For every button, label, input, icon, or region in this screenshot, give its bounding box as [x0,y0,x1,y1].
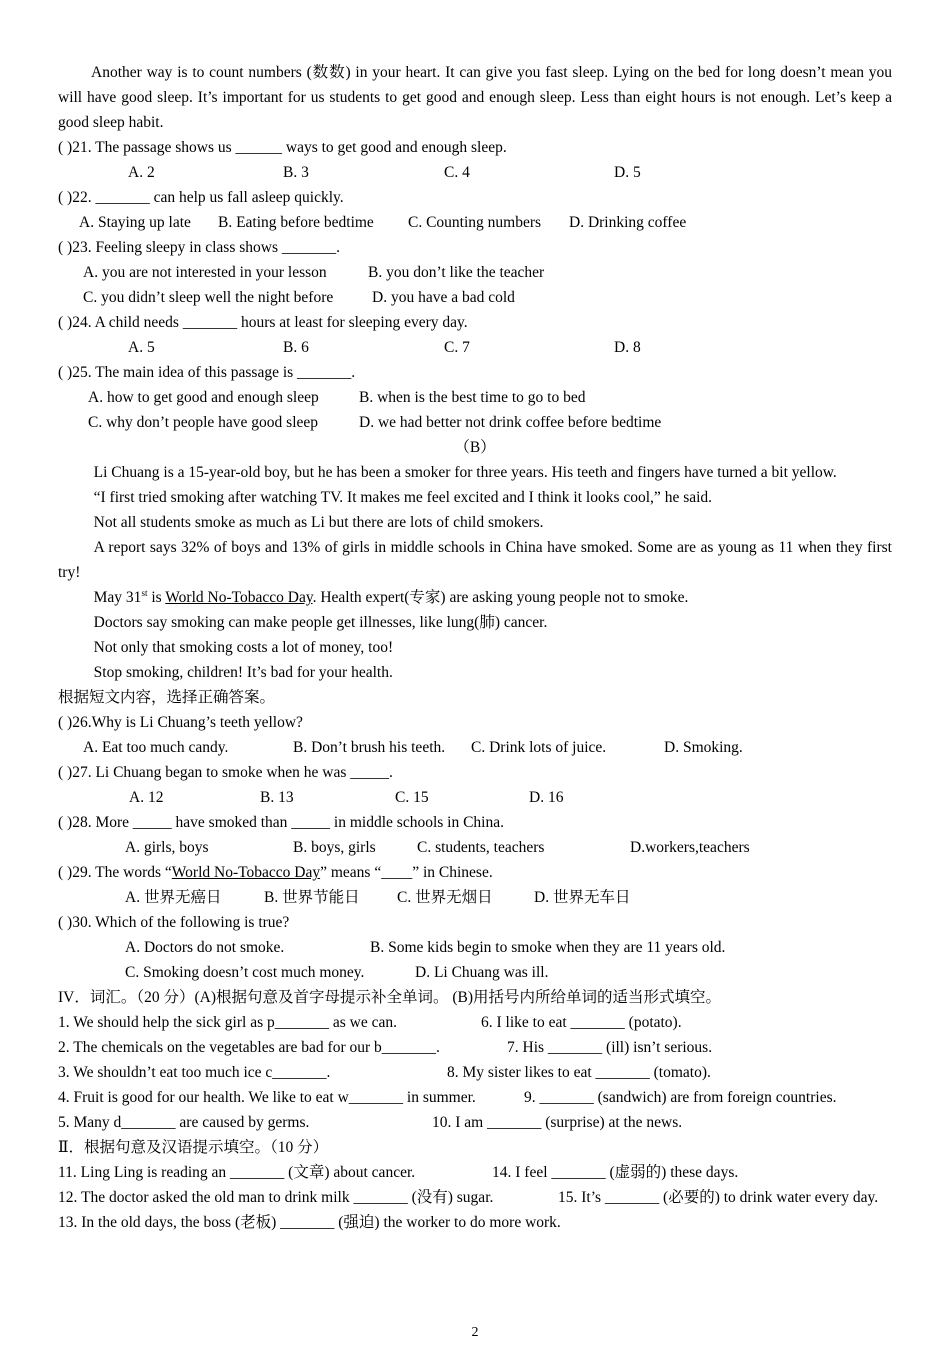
fill-item-12: 12. The doctor asked the old man to drink milk _______ (没有) sugar. [58,1189,494,1206]
question-26-options [58,735,892,760]
passage-b-paragraph-3: Not all students smoke as much as Li but there are lots of child smokers. [93,514,544,531]
option-d: D. 16 [529,789,564,806]
option-d: D. you have a bad cold [372,289,515,306]
vocab-row-2 [58,1035,892,1060]
vocab-item-4: 4. Fruit is good for our health. We like to eat w_______ in summer. [58,1089,476,1106]
question-30-options-row1 [58,935,892,960]
fill-section-header: Ⅱ．根据句意及汉语提示填空。（10 分） [58,1139,329,1156]
question-21: ( )21. The passage shows us ______ ways to get good and enough sleep. [58,139,507,156]
vocab-item-8: 8. My sister likes to eat _______ (tomato). [447,1064,711,1081]
fill-item-11: 11. Ling Ling is reading an _______ (文章) about cancer. [58,1164,416,1181]
question-25: ( )25. The main idea of this passage is _______. [58,364,356,381]
question-25-options-row1 [58,385,892,410]
fill-item-14: 14. I feel _______ (虚弱的) these days. [492,1164,739,1181]
option-c: C. 世界无烟日 [397,889,493,906]
passage-a-paragraph: Another way is to count numbers (数数) in your heart. It can give you fast sleep. Lying on the bed for long doesn’t mean you will have good sleep. It’s important for us students to get good and enough sleep. Less than eight hours is not enough. Let’s keep a good sleep habit. [58,64,892,131]
passage-b-instruction: 根据短文内容，选择正确答案。 [58,689,276,706]
vocab-item-9: 9. _______ (sandwich) are from foreign countries. [524,1089,837,1106]
passage-b-paragraph-7: Not only that smoking costs a lot of money, too! [93,639,394,656]
option-b: B. when is the best time to go to bed [359,389,586,406]
vocab-item-5: 5. Many d_______ are caused by germs. [58,1114,310,1131]
option-a: A. Staying up late [79,214,191,231]
option-a: A. 12 [129,789,164,806]
fill-row-3 [58,1210,892,1235]
option-a: A. Doctors do not smoke. [125,939,285,956]
option-c: C. Smoking doesn’t cost much money. [125,964,365,981]
option-c: C. Drink lots of juice. [471,739,607,756]
fill-row-2 [58,1185,892,1210]
option-d: D. Smoking. [664,739,743,756]
option-b: B. Don’t brush his teeth. [293,739,446,756]
option-d: D.workers,teachers [630,839,750,856]
option-a: A. how to get good and enough sleep [88,389,319,406]
option-a: A. 世界无癌日 [125,889,222,906]
vocab-item-3: 3. We shouldn’t eat too much ice c_______. [58,1064,331,1081]
option-b: B. 6 [283,339,309,356]
option-b: B. Some kids begin to smoke when they are 11 years old. [370,939,726,956]
option-a: A. girls, boys [125,839,209,856]
fill-item-15: 15. It’s _______ (必要的) to drink water every day. [558,1189,879,1206]
vocab-row-4 [58,1085,892,1110]
option-d: D. Drinking coffee [569,214,687,231]
question-23-options-row1 [58,260,892,285]
vocab-row-1 [58,1010,892,1035]
option-d: D. 世界无车日 [534,889,631,906]
option-a: A. 2 [128,164,155,181]
question-25-options-row2 [58,410,892,435]
vocab-section-header: IV．词汇。（20 分）(A)根据句意及首字母提示补全单词。 (B)用括号内所给单词的适当形式填空。 [58,989,722,1006]
question-23-options-row2 [58,285,892,310]
option-c: C. 15 [395,789,429,806]
vocab-item-1: 1. We should help the sick girl as p_______ as we can. [58,1014,397,1031]
question-23: ( )23. Feeling sleepy in class shows _______. [58,239,340,256]
option-c: C. 7 [444,339,470,356]
option-b: B. boys, girls [293,839,376,856]
question-24-options [58,335,892,360]
world-no-tobacco-day-text: World No-Tobacco Day [171,864,321,881]
passage-b-paragraph-8: Stop smoking, children! It’s bad for your health. [93,664,393,681]
option-a: A. Eat too much candy. [83,739,229,756]
option-a: A. 5 [128,339,155,356]
question-27: ( )27. Li Chuang began to smoke when he was _____. [58,764,393,781]
question-30-options-row2 [58,960,892,985]
passage-b-paragraph-1: Li Chuang is a 15-year-old boy, but he has been a smoker for three years. His teeth and fingers have turned a bit yellow. [93,464,837,481]
question-26: ( )26.Why is Li Chuang’s teeth yellow? [58,714,303,731]
option-d: D. 5 [614,164,641,181]
exam-page [58,60,892,1235]
option-d: D. 8 [614,339,641,356]
option-c: C. you didn’t sleep well the night before [83,289,334,306]
question-28-options [58,835,892,860]
passage-b-paragraph-4: A report says 32% of boys and 13% of girls in middle schools in China have smoked. Some are as young as 11 when they first try! [58,539,892,581]
option-b: B. Eating before bedtime [218,214,374,231]
option-c: C. 4 [444,164,470,181]
fill-row-1 [58,1160,892,1185]
question-22-options [58,210,892,235]
vocab-item-6: 6. I like to eat _______ (potato). [481,1014,682,1031]
question-27-options [58,785,892,810]
question-29: ( )29. The words “World No-Tobacco Day” means “____” in Chinese. [58,864,493,881]
option-b: B. you don’t like the teacher [368,264,545,281]
option-c: C. Counting numbers [408,214,542,231]
passage-b-paragraph-6: Doctors say smoking can make people get illnesses, like lung(肺) cancer. [93,614,548,631]
passage-b-paragraph-5: May 31st is World No-Tobacco Day. Health expert(专家) are asking young people not to smoke. [93,587,689,606]
question-30: ( )30. Which of the following is true? [58,914,290,931]
vocab-item-10: 10. I am _______ (surprise) at the news. [432,1114,683,1131]
vocab-item-2: 2. The chemicals on the vegetables are bad for our b_______. [58,1039,440,1056]
passage-b-label: （B） [454,439,496,456]
option-b: B. 世界节能日 [264,889,360,906]
vocab-row-3 [58,1060,892,1085]
question-24: ( )24. A child needs _______ hours at least for sleeping every day. [58,314,468,331]
passage-b-paragraph-2: “I first tried smoking after watching TV. It makes me feel excited and I think it looks cool,” he said. [93,489,713,506]
option-d: D. we had better not drink coffee before bedtime [359,414,662,431]
question-21-options [58,160,892,185]
question-28: ( )28. More _____ have smoked than _____ in middle schools in China. [58,814,504,831]
option-c: C. students, teachers [417,839,545,856]
option-b: B. 13 [260,789,294,806]
question-29-options [58,885,892,910]
option-b: B. 3 [283,164,309,181]
world-no-tobacco-day-text: World No-Tobacco Day [165,589,313,606]
option-a: A. you are not interested in your lesson [83,264,327,281]
fill-item-13: 13. In the old days, the boss (老板) _______ (强迫) the worker to do more work. [58,1214,561,1231]
option-d: D. Li Chuang was ill. [415,964,549,981]
option-c: C. why don’t people have good sleep [88,414,319,431]
vocab-item-7: 7. His _______ (ill) isn’t serious. [507,1039,713,1056]
vocab-row-5 [58,1110,892,1135]
page-number: 2 [471,1325,479,1340]
question-22: ( )22. _______ can help us fall asleep quickly. [58,189,344,206]
